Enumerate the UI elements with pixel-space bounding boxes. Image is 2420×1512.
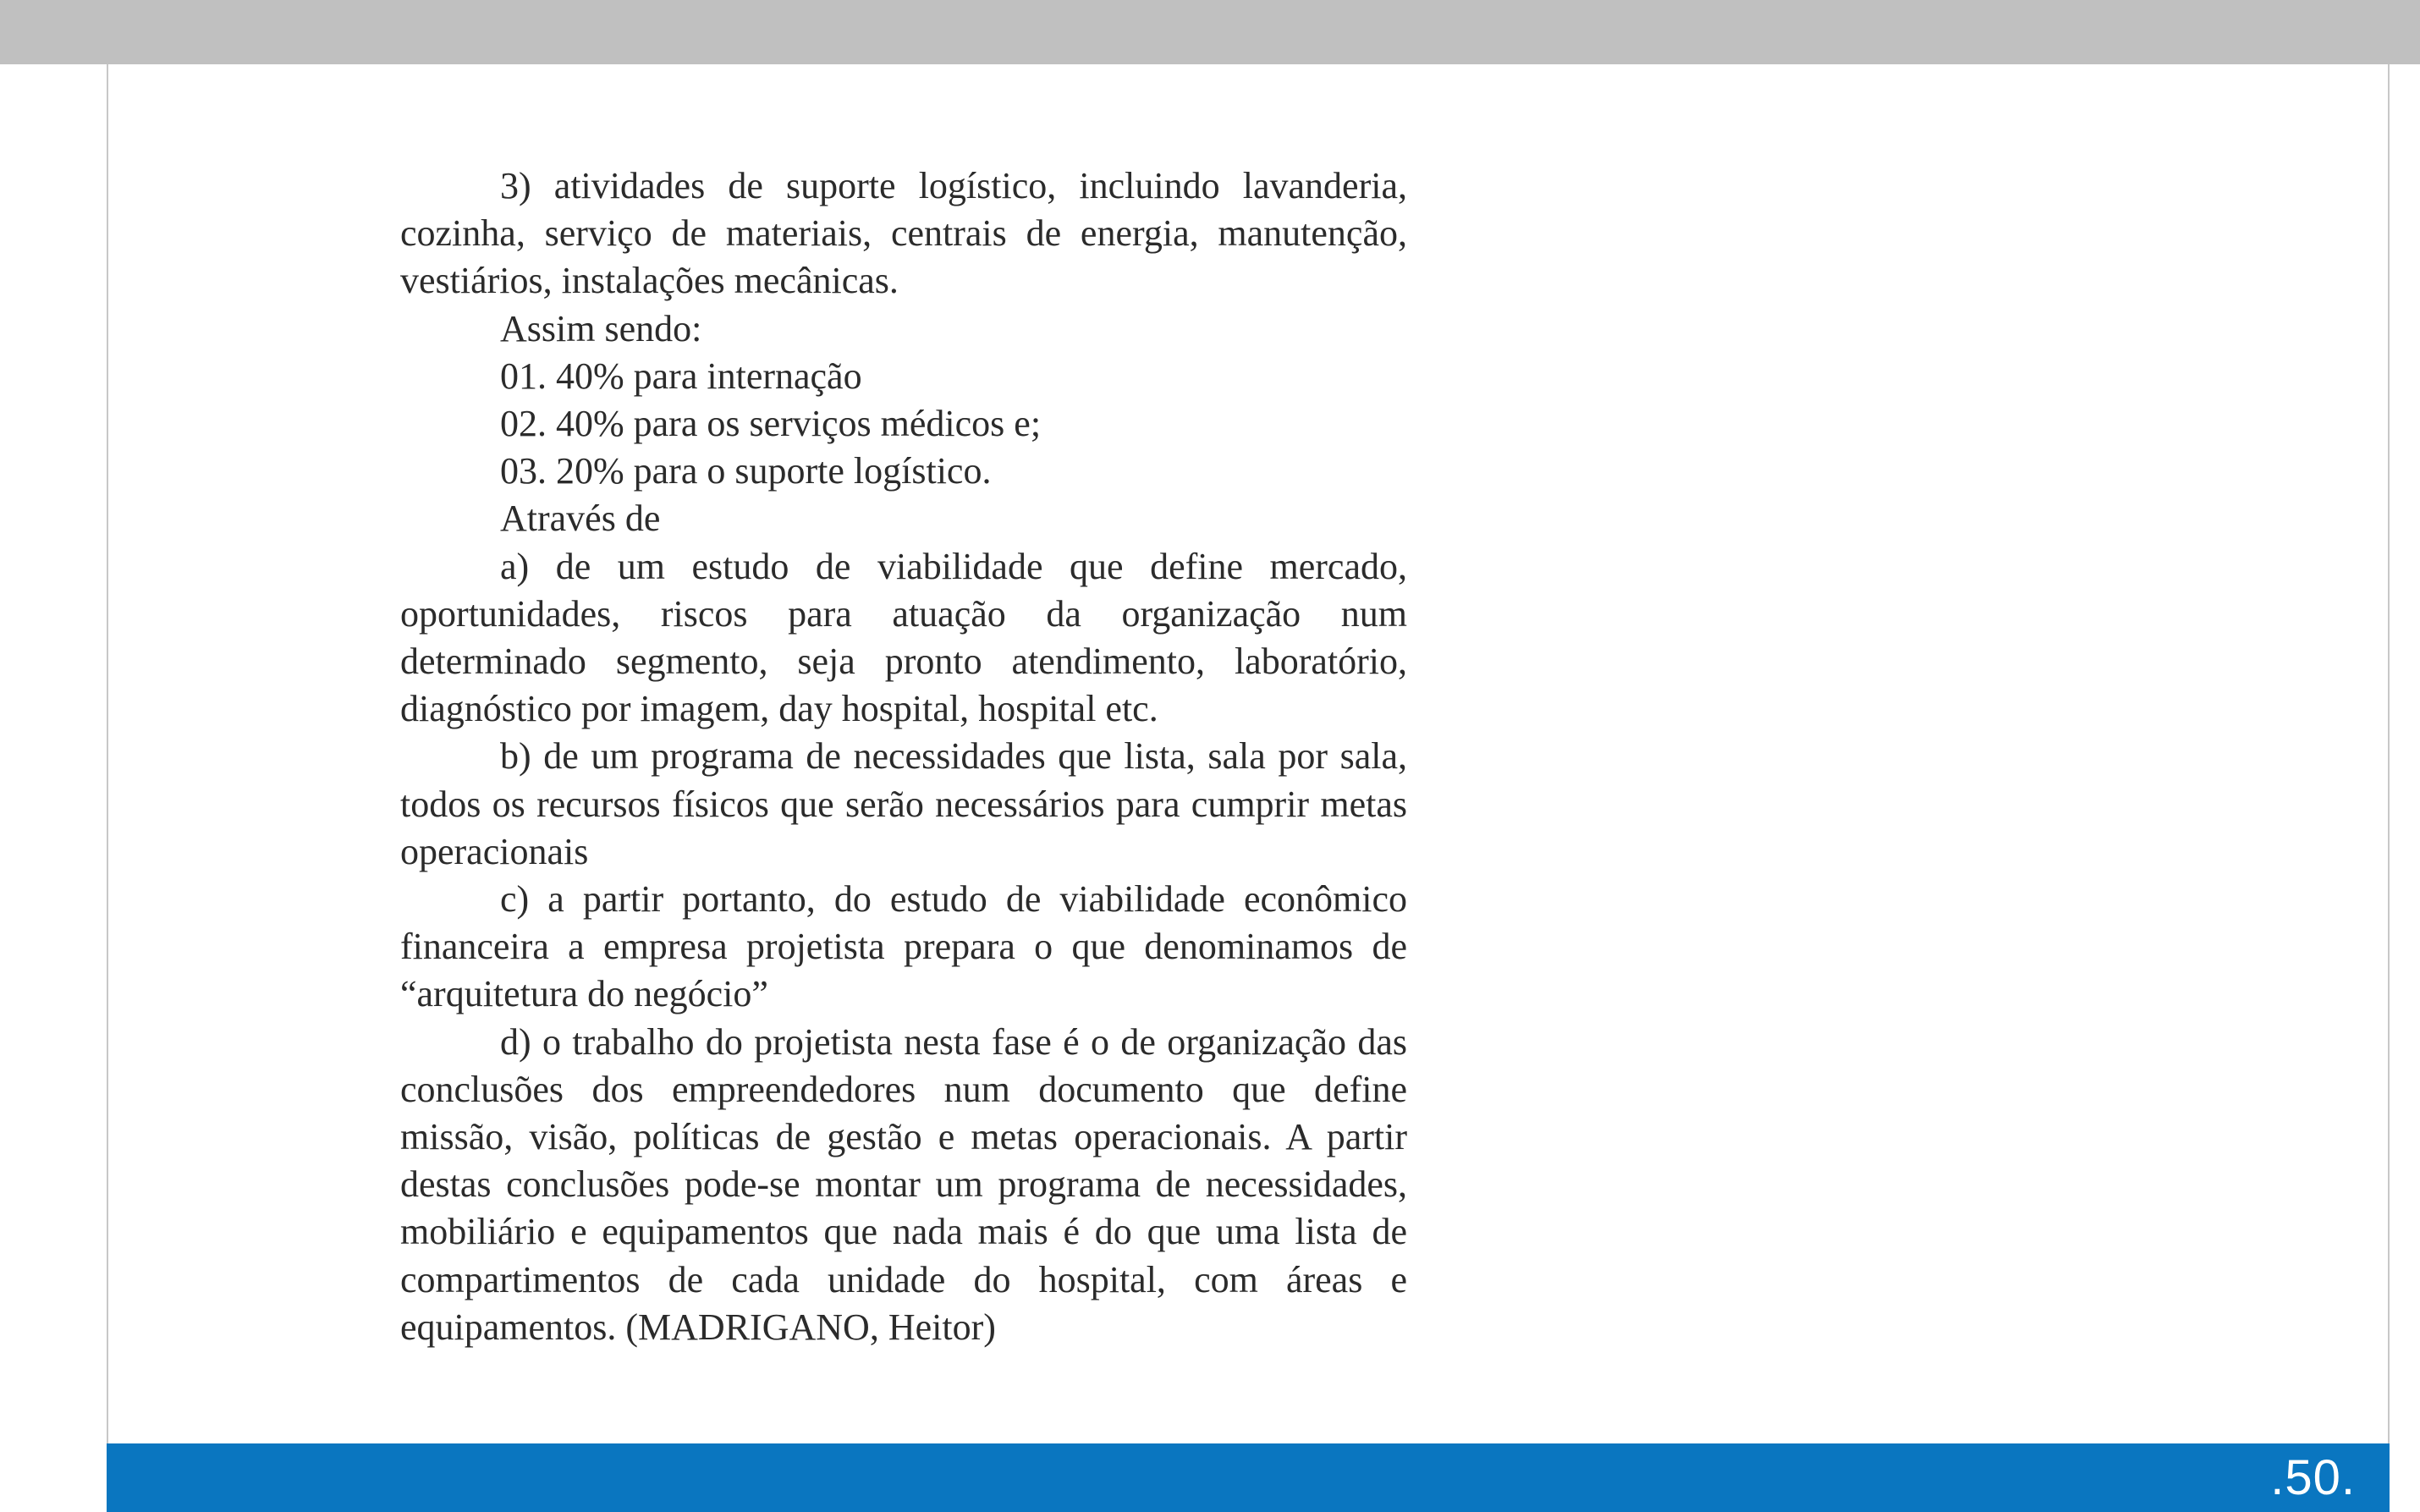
list-item-internacao: 01. 40% para internação: [500, 355, 862, 397]
paragraph-item-a: a) de um estudo de viabilidade que define mercado, oportunidades, riscos para atuação da organização num determinado segmento, seja pronto atendimento, laboratório, diagnóstico por imagem, day hospital, hospital etc.: [400, 545, 1407, 730]
paragraph-assim-sendo: Assim sendo:: [500, 307, 702, 349]
body-text: [400, 162, 1407, 1351]
list-item-servicos-medicos: 02. 40% para os serviços médicos e;: [500, 403, 1042, 445]
top-header-bar: [0, 0, 2420, 64]
left-page-border: [107, 64, 108, 1443]
paragraph-logistic-support: 3) atividades de suporte logístico, incluindo lavanderia, cozinha, serviço de materiais, centrais de energia, manutenção, vestiários, instalações mecânicas.: [400, 165, 1407, 302]
list-item-suporte-logistico: 03. 20% para o suporte logístico.: [500, 450, 992, 492]
footer-bar: [107, 1443, 2390, 1512]
page-number: .50.: [2270, 1450, 2356, 1505]
paragraph-item-d: d) o trabalho do projetista nesta fase é o de organização das conclusões dos empreendedores num documento que define missão, visão, políticas de gestão e metas operacionais. A partir destas conclusões pode-se montar um programa de necessidades, mobiliário e equipamentos que nada mais é do que uma lista de compartimentos de cada unidade do hospital, com áreas e equipamentos. (MADRIGANO, Heitor): [400, 1020, 1407, 1348]
right-page-border: [2388, 64, 2390, 1443]
paragraph-item-c: c) a partir portanto, do estudo de viabilidade econômico financeira a empresa projetista prepara o que denominamos de “arquitetura do negócio”: [400, 878, 1407, 1015]
paragraph-item-b: b) de um programa de necessidades que lista, sala por sala, todos os recursos físicos que serão necessários para cumprir metas operacionais: [400, 735, 1407, 872]
paragraph-atraves-de: Através de: [500, 498, 661, 540]
